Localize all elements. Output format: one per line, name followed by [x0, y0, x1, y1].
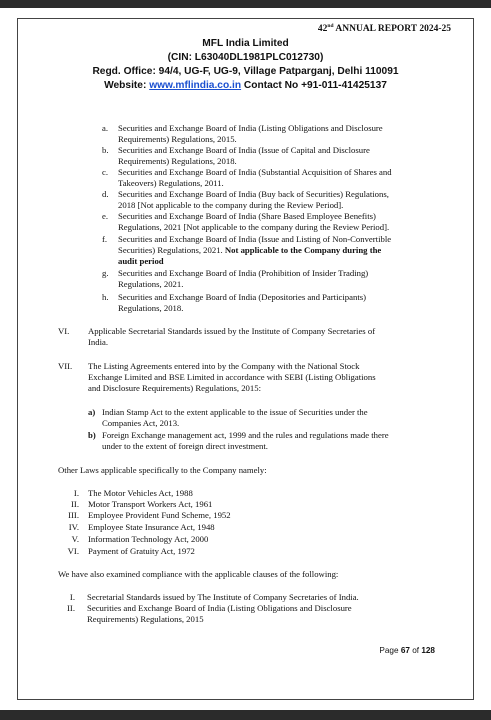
annual-report-label: 42nd ANNUAL REPORT 2024-25: [317, 23, 451, 35]
other-laws-intro: Other Laws applicable specifically to the Company namely:: [58, 465, 267, 475]
website-contact-line: Website: www.mflindia.co.in Contact No +91-011-41425137: [104, 80, 387, 91]
page-number: Page 67 of 128: [379, 646, 435, 655]
viewer-top-bar: [0, 0, 491, 8]
registered-office: Regd. Office: 94/4, UG-F, UG-9, Village Patparganj, Delhi 110091: [92, 66, 399, 77]
company-name: MFL India Limited: [202, 38, 289, 49]
compliance-intro: We have also examined compliance with the applicable clauses of the following:: [58, 569, 339, 579]
viewer-bottom-bar: [0, 710, 491, 720]
company-cin: (CIN: L63040DL1981PLC012730): [167, 52, 324, 63]
website-link[interactable]: www.mflindia.co.in: [149, 80, 242, 91]
